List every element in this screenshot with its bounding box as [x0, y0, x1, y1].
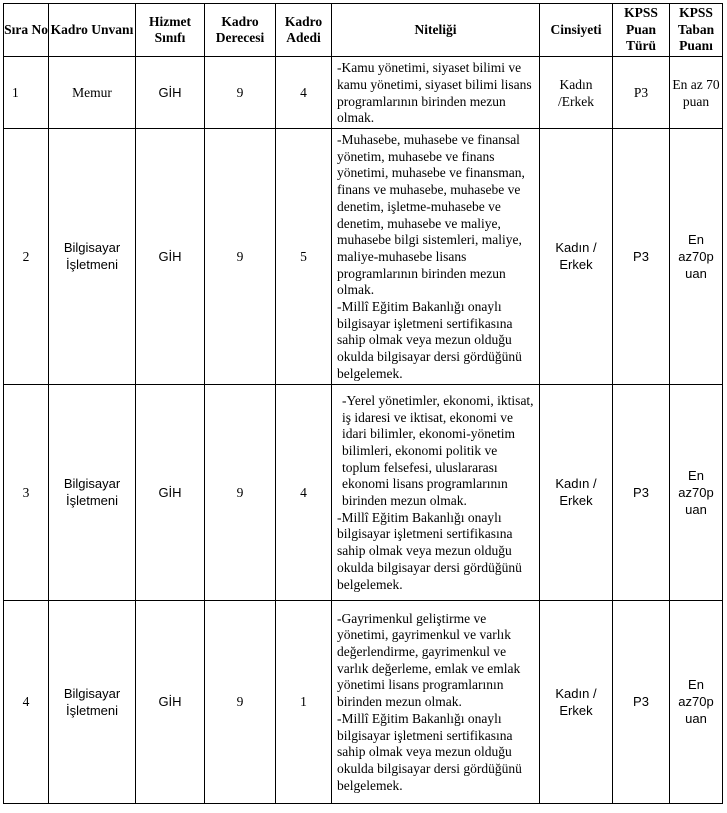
cell-unvan: Memur — [49, 57, 136, 129]
nitelik-paragraph: -Yerel yönetimler, ekonomi, iktisat, iş idaresi ve iktisat, ekonomi ve idari bilimler, ekonomi-yönetim bilimleri, ekonomi politik ve toplum felsefesi, uluslararası ekonomi lisans programlarının birinden mezun olmak. — [342, 392, 534, 509]
cell-unvan: Bilgisayar İşletmeni — [49, 384, 136, 600]
table-row — [4, 384, 723, 600]
cell-unvan: Bilgisayar İşletmeni — [49, 600, 136, 803]
nitelik-paragraph: -Gayrimenkul geliştirme ve yönetimi, gayrimenkul ve varlık değerlendirme, gayrimenkul ve varlık değerleme, emlak ve emlak yönetimi lisans programlarının birinden mezun olmak. — [337, 610, 521, 710]
cell-sinif: GİH — [136, 600, 205, 803]
nitelik-paragraph: -Millî Eğitim Bakanlığı onaylı bilgisayar işletmeni sertifikasına sahip olmak veya mezun olduğu okulda bilgisayar dersi gördüğünü belgelemek. — [337, 299, 522, 381]
cell-sira: 1 — [4, 57, 49, 129]
cell-puan-turu: P3 — [613, 57, 670, 129]
table-row — [4, 129, 723, 385]
cell-taban-puan: En az70p uan — [670, 384, 723, 600]
cell-nitelik — [332, 129, 540, 385]
cell-sinif: GİH — [136, 129, 205, 385]
cell-taban-puan: En az 70 puan — [670, 57, 723, 129]
cell-sinif: GİH — [136, 384, 205, 600]
header-kadro-adedi: Kadro Adedi — [276, 4, 332, 57]
cell-derece: 9 — [205, 57, 276, 129]
cell-sinif: GİH — [136, 57, 205, 129]
header-kpss-taban-puani: KPSS Taban Puanı — [670, 4, 723, 57]
header-kadro-derecesi: Kadro Derecesi — [205, 4, 276, 57]
nitelik-paragraph: -Kamu yönetimi, siyaset bilimi ve kamu yönetimi, siyaset bilimi lisans programlarının birinden mezun olmak. — [337, 60, 532, 126]
kadro-table — [3, 3, 723, 804]
cell-nitelik — [332, 600, 540, 803]
cell-sira: 2 — [4, 129, 49, 385]
cell-cinsiyet: Kadın / Erkek — [540, 384, 613, 600]
cell-sira: 4 — [4, 600, 49, 803]
cell-puan-turu: P3 — [613, 384, 670, 600]
cell-sira: 3 — [4, 384, 49, 600]
nitelik-paragraph: -Millî Eğitim Bakanlığı onaylı bilgisayar işletmeni sertifikasına sahip olmak veya mezun olduğu okulda bilgisayar dersi gördüğünü belgelemek. — [337, 710, 522, 793]
cell-puan-turu: P3 — [613, 129, 670, 385]
cell-unvan: Bilgisayar İşletmeni — [49, 129, 136, 385]
table-row — [4, 600, 723, 803]
header-hizmet-sinifi: Hizmet Sınıfı — [136, 4, 205, 57]
cell-derece: 9 — [205, 129, 276, 385]
cell-derece: 9 — [205, 384, 276, 600]
cell-taban-puan: En az70p uan — [670, 600, 723, 803]
header-niteligi: Niteliği — [332, 4, 540, 57]
cell-taban-puan: En az70p uan — [670, 129, 723, 385]
cell-cinsiyet: Kadın / Erkek — [540, 129, 613, 385]
nitelik-paragraph: -Muhasebe, muhasebe ve finansal yönetim, muhasebe ve finans yönetimi, muhasebe ve finansman, finans ve muhasebe, muhasebe ve denetim, işletme-muhasebe ve denetim, muhasebe ve maliye, muhasebe bilgi sistemleri, maliye, maliye-muhasebe lisans programlarının birinden mezun olmak. — [337, 132, 525, 298]
cell-cinsiyet: Kadın /Erkek — [540, 57, 613, 129]
cell-adet: 4 — [276, 384, 332, 600]
header-row — [4, 4, 723, 57]
cell-nitelik — [332, 57, 540, 129]
header-cinsiyeti: Cinsiyeti — [540, 4, 613, 57]
nitelik-paragraph: -Millî Eğitim Bakanlığı onaylı bilgisayar işletmeni sertifikasına sahip olmak veya mezun olduğu okulda bilgisayar dersi gördüğünü belgelemek. — [337, 509, 522, 592]
cell-derece: 9 — [205, 600, 276, 803]
cell-nitelik — [332, 384, 540, 600]
header-kpss-puan-turu: KPSS Puan Türü — [613, 4, 670, 57]
cell-adet: 1 — [276, 600, 332, 803]
header-kadro-unvani: Kadro Unvanı — [49, 4, 136, 57]
cell-puan-turu: P3 — [613, 600, 670, 803]
cell-cinsiyet: Kadın / Erkek — [540, 600, 613, 803]
table-row — [4, 57, 723, 129]
header-sira-no: Sıra No — [4, 4, 49, 57]
cell-adet: 4 — [276, 57, 332, 129]
cell-adet: 5 — [276, 129, 332, 385]
